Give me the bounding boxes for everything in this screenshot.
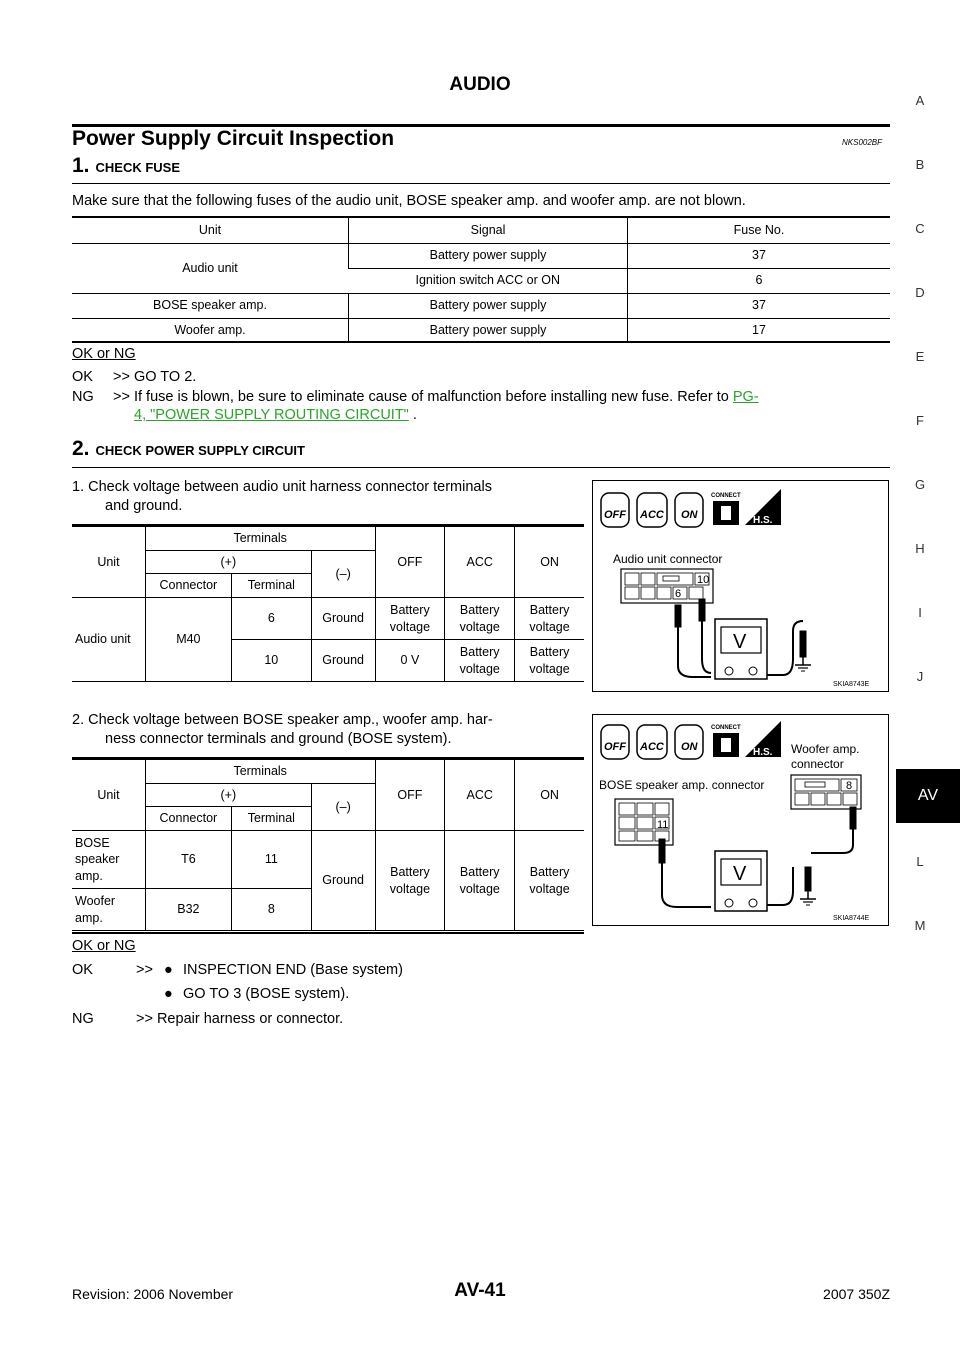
fuse-table-bottom-rule <box>72 341 890 343</box>
woofer-connector-icon <box>791 775 861 809</box>
step2-number: 2. <box>72 437 90 460</box>
vt1-cell: 10 <box>231 640 311 682</box>
voltage-table-audio <box>72 526 584 682</box>
fuse-table-cell: Battery power supply <box>349 293 628 318</box>
vt1-cell: Battery voltage <box>445 598 515 640</box>
step1-ok-result: >> GO TO 2. <box>113 369 197 385</box>
vt2-header-minus: (–) <box>311 784 375 831</box>
vt2-cell: Ground <box>311 831 375 931</box>
side-index-i[interactable]: I <box>918 605 922 620</box>
step1-number: 1. <box>72 154 90 177</box>
pg-4-link[interactable]: PG- <box>732 389 759 405</box>
vt2-cell: Battery voltage <box>375 831 445 931</box>
vt1-cell: Battery voltage <box>515 598 584 640</box>
vt1-header-connector: Connector <box>145 574 231 598</box>
fuse-table-header-unit: Unit <box>72 218 349 243</box>
connect-label-2: CONNECT <box>711 725 741 731</box>
section-code: NKS002BF <box>842 138 883 147</box>
voltmeter-label-2: V <box>733 863 747 885</box>
audio-connector-label: Audio unit connector <box>613 552 723 566</box>
step1-ng-label: NG <box>72 389 94 405</box>
step2-item1b: and ground. <box>105 498 183 514</box>
voltmeter-icon <box>715 619 767 679</box>
bullet-icon: ● <box>164 962 173 978</box>
step1-ok-label: OK <box>72 369 93 385</box>
vt1-header-acc: ACC <box>445 527 515 598</box>
vt2-cell: 11 <box>231 831 311 889</box>
step2-rule <box>72 467 890 468</box>
step1-ng-link-line <box>134 407 417 423</box>
connect-label: CONNECT <box>711 493 741 499</box>
vt1-header-on: ON <box>515 527 584 598</box>
step1-heading <box>72 154 180 178</box>
fuse-table-cell: 6 <box>628 268 891 293</box>
switch-off-label-2: OFF <box>604 741 626 753</box>
step2-ng-label: NG <box>72 1011 94 1027</box>
bullet-icon: ● <box>164 986 173 1002</box>
volt-table2-bottom-rule <box>72 932 584 934</box>
vt2-header-terminal: Terminal <box>231 807 311 831</box>
hs-label: H.S. <box>753 515 773 526</box>
voltmeter-label: V <box>733 631 747 653</box>
audio-unit-connector-diagram <box>592 480 889 692</box>
step2-title: CHECK POWER SUPPLY CIRCUIT <box>95 443 305 458</box>
switch-off-label: OFF <box>604 509 626 521</box>
switch-acc-label: ACC <box>640 509 664 521</box>
side-index-h[interactable]: H <box>915 541 925 556</box>
pin-6-label: 6 <box>675 588 682 600</box>
switch-acc-label-2: ACC <box>640 741 664 753</box>
fuse-table-cell: BOSE speaker amp. <box>72 293 349 318</box>
vt1-header-off: OFF <box>375 527 445 598</box>
vt2-header-acc: ACC <box>445 760 515 831</box>
footer-revision: Revision: 2006 November <box>72 1286 234 1302</box>
vt1-header-plus: (+) <box>145 551 311 574</box>
step1-instruction: Make sure that the following fuses of the audio unit, BOSE speaker amp. and woofer amp. are not blown. <box>72 193 746 209</box>
vt1-cell: Ground <box>311 598 375 640</box>
vt1-cell: Battery voltage <box>515 640 584 682</box>
side-index-m[interactable]: M <box>914 918 926 933</box>
step2-ok-bullet2: GO TO 3 (BOSE system). <box>183 986 350 1002</box>
vt2-cell: T6 <box>145 831 231 889</box>
fuse-table-cell: Audio unit <box>72 243 349 293</box>
vt1-cell: Ground <box>311 640 375 682</box>
vt1-header-terminals: Terminals <box>145 527 375 551</box>
bose-connector-icon <box>615 799 673 845</box>
step2-heading <box>72 437 305 461</box>
page-header-title: AUDIO <box>449 74 511 95</box>
fuse-table-cell: Battery power supply <box>349 243 628 268</box>
vt1-unit: Audio unit <box>72 598 145 682</box>
footer-page-number: AV-41 <box>454 1280 506 1301</box>
switch-on-label-2: ON <box>681 741 698 753</box>
pin-8-label: 8 <box>846 780 853 792</box>
vt2-header-unit: Unit <box>72 760 145 831</box>
pg-4-link-cont[interactable]: 4, "POWER SUPPLY ROUTING CIRCUIT" <box>134 407 409 423</box>
step2-item2b: ness connector terminals and ground (BOSE system). <box>105 731 452 747</box>
vt2-header-plus: (+) <box>145 784 311 807</box>
vt2-cell: 8 <box>231 889 311 931</box>
fuse-table-cell: Battery power supply <box>349 318 628 342</box>
step2-item1: 1. Check voltage between audio unit harness connector terminals <box>72 479 492 495</box>
vt2-cell: Battery voltage <box>445 831 515 931</box>
ignition-switch-icons-2 <box>601 725 703 759</box>
side-index-l[interactable]: L <box>916 854 924 869</box>
pin-11-label: 11 <box>657 819 669 831</box>
vt1-cell: 6 <box>231 598 311 640</box>
step2-ng-result: >> Repair harness or connector. <box>136 1011 344 1027</box>
vt1-cell: Battery voltage <box>375 598 445 640</box>
pin-10-label: 10 <box>697 574 710 586</box>
fuse-table <box>72 218 890 343</box>
vt1-cell: Battery voltage <box>445 640 515 682</box>
step1-title: CHECK FUSE <box>95 160 181 175</box>
vt1-header-minus: (–) <box>311 551 375 598</box>
side-index-d[interactable]: D <box>915 285 925 300</box>
bose-connector-label: BOSE speaker amp. connector <box>599 778 765 792</box>
vt1-cell: 0 V <box>375 640 445 682</box>
step2-ok-bullet1: INSPECTION END (Base system) <box>183 962 403 978</box>
voltage-table-bose <box>72 759 584 931</box>
audio-diagram-svg <box>593 481 888 691</box>
step2-ok-ng: OK or NG <box>72 938 136 954</box>
vt2-header-connector: Connector <box>145 807 231 831</box>
side-index-j[interactable]: J <box>916 669 924 684</box>
side-index-g[interactable]: G <box>914 477 926 492</box>
footer-model: 2007 350Z <box>823 1286 890 1302</box>
audio-connector-icon <box>621 569 713 603</box>
vt2-header-off: OFF <box>375 760 445 831</box>
fuse-table-cell: 37 <box>628 243 891 268</box>
side-index-av-active[interactable]: AV <box>896 769 960 823</box>
fuse-table-cell: 37 <box>628 293 891 318</box>
fuse-table-cell: Ignition switch ACC or ON <box>349 268 628 293</box>
side-index-f[interactable]: F <box>916 413 924 428</box>
switch-on-label: ON <box>681 509 698 521</box>
diagram1-code: SKIA8743E <box>833 681 870 688</box>
side-index-b[interactable]: B <box>915 157 925 172</box>
ignition-switch-icons <box>601 493 703 527</box>
woofer-connector-label: Woofer amp. <box>791 742 860 756</box>
step1-ng-text: >> If fuse is blown, be sure to eliminate cause of malfunction before installing new fuse. Refer to <box>113 389 729 405</box>
step1-ng-tail: . <box>408 407 417 423</box>
step2-ok-arrow: >> <box>136 962 153 978</box>
diagram2-code: SKIA8744E <box>833 915 870 922</box>
step1-ok-ng: OK or NG <box>72 346 136 362</box>
side-index-e[interactable]: E <box>915 349 925 364</box>
hs-label-2: H.S. <box>753 747 773 758</box>
vt2-cell: Battery voltage <box>515 831 584 931</box>
vt1-header-unit: Unit <box>72 527 145 598</box>
vt2-header-on: ON <box>515 760 584 831</box>
vt2-cell: Woofer amp. <box>72 889 145 931</box>
woofer-connector-label-2: connector <box>791 757 844 771</box>
step2-ok-label: OK <box>72 962 93 978</box>
fuse-table-cell: 17 <box>628 318 891 342</box>
bose-diagram-svg <box>593 715 888 925</box>
vt2-cell: BOSE speaker amp. <box>72 831 145 889</box>
step1-ng-result <box>113 389 893 405</box>
side-index-a[interactable]: A <box>915 93 925 108</box>
vt1-header-terminal: Terminal <box>231 574 311 598</box>
vt1-connector: M40 <box>145 598 231 682</box>
fuse-table-header-fuse: Fuse No. <box>628 218 891 243</box>
bose-woofer-connector-diagram <box>592 714 889 926</box>
section-title: Power Supply Circuit Inspection <box>72 127 395 150</box>
vt2-header-terminals: Terminals <box>145 760 375 784</box>
fuse-table-cell: Woofer amp. <box>72 318 349 342</box>
voltmeter-icon-2 <box>715 851 767 911</box>
step1-rule <box>72 183 890 184</box>
fuse-table-header-signal: Signal <box>349 218 628 243</box>
step2-item2: 2. Check voltage between BOSE speaker amp., woofer amp. har- <box>72 712 493 728</box>
vt2-cell: B32 <box>145 889 231 931</box>
side-index-c[interactable]: C <box>915 221 925 236</box>
